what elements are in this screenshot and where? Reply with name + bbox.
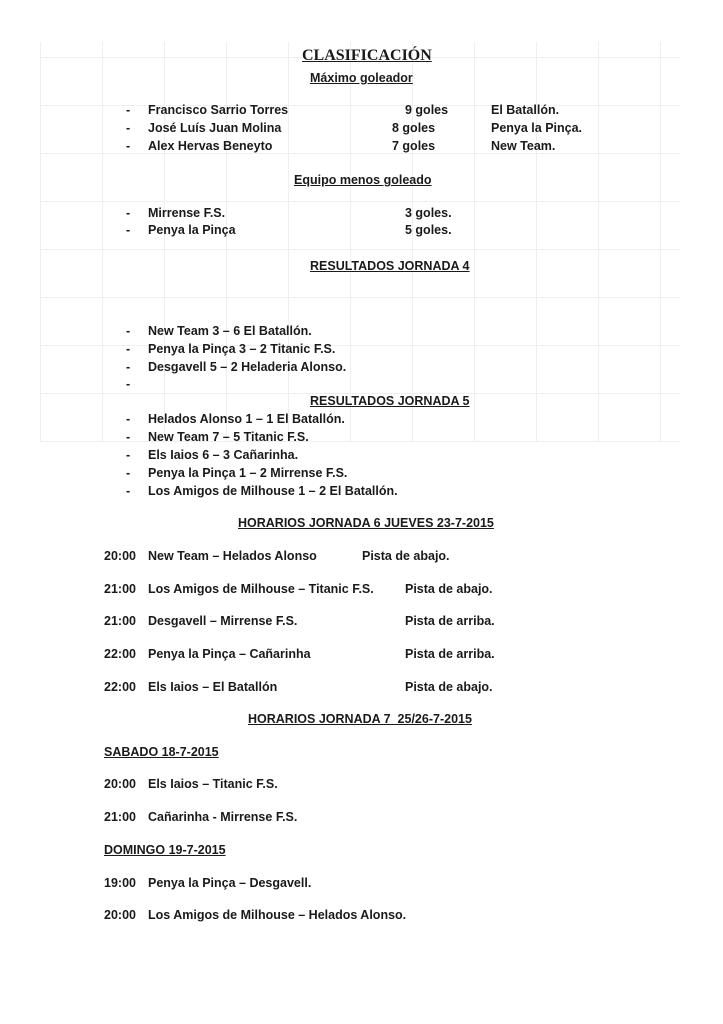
scorer-name: Alex Hervas Beneyto: [148, 139, 273, 153]
result-item: Penya la Pinça 3 – 2 Titanic F.S.: [148, 342, 336, 356]
bullet: -: [126, 360, 131, 374]
bullet: -: [126, 466, 131, 480]
match-time: 21:00: [104, 582, 136, 596]
match-pista: Pista de arriba.: [405, 614, 495, 628]
match-teams: Els Iaios – Titanic F.S.: [148, 777, 278, 791]
sabado-heading: SABADO 18-7-2015: [104, 745, 219, 759]
match-teams: Els Iaios – El Batallón: [148, 680, 278, 694]
bullet: -: [126, 206, 131, 220]
result-item: Els Iaios 6 – 3 Cañarinha.: [148, 448, 299, 462]
match-teams: Cañarinha - Mirrense F.S.: [148, 810, 298, 824]
bullet: -: [126, 139, 131, 153]
result-item: Penya la Pinça 1 – 2 Mirrense F.S.: [148, 466, 348, 480]
match-pista: Pista de abajo.: [405, 582, 493, 596]
bullet: -: [126, 342, 131, 356]
scorer-team: New Team.: [491, 139, 556, 153]
scorer-name: Francisco Sarrio Torres: [148, 103, 289, 117]
maximo-goleador-heading: Máximo goleador: [310, 71, 413, 85]
scorer-team: El Batallón.: [491, 103, 560, 117]
goals-against: 3 goles.: [405, 206, 452, 220]
team-name: Penya la Pinça: [148, 223, 236, 237]
match-time: 21:00: [104, 810, 136, 824]
match-teams: Los Amigos de Milhouse – Helados Alonso.: [148, 908, 407, 922]
bullet: -: [126, 448, 131, 462]
bullet: -: [126, 484, 131, 498]
match-pista: Pista de arriba.: [405, 647, 495, 661]
bullet: -: [126, 324, 131, 338]
scorer-goals: 9 goles: [405, 103, 449, 117]
bullet: -: [126, 430, 131, 444]
result-item: Helados Alonso 1 – 1 El Batallón.: [148, 412, 345, 426]
match-teams: Desgavell – Mirrense F.S.: [148, 614, 298, 628]
match-time: 22:00: [104, 680, 136, 694]
bullet: -: [126, 412, 131, 426]
result-item: Los Amigos de Milhouse 1 – 2 El Batallón.: [148, 484, 398, 498]
bullet: -: [126, 103, 131, 117]
bullet: -: [126, 121, 131, 135]
match-time: 20:00: [104, 777, 136, 791]
jornada5-heading: RESULTADOS JORNADA 5: [310, 394, 470, 408]
goals-against: 5 goles.: [405, 223, 452, 237]
match-pista: Pista de abajo.: [362, 549, 450, 563]
match-time: 19:00: [104, 876, 136, 890]
bleed-through-table: [40, 42, 680, 442]
horarios7-heading: HORARIOS JORNADA 7 25/26-7-2015: [248, 712, 472, 726]
match-teams: New Team – Helados Alonso: [148, 549, 317, 563]
bullet: -: [126, 377, 131, 391]
match-teams: Los Amigos de Milhouse – Titanic F.S.: [148, 582, 374, 596]
result-item: New Team 3 – 6 El Batallón.: [148, 324, 312, 338]
scorer-team: Penya la Pinça.: [491, 121, 583, 135]
page-title: CLASIFICACIÓN: [302, 47, 432, 64]
match-time: 20:00: [104, 908, 136, 922]
match-teams: Penya la Pinça – Desgavell.: [148, 876, 312, 890]
result-item: New Team 7 – 5 Titanic F.S.: [148, 430, 309, 444]
team-name: Mirrense F.S.: [148, 206, 226, 220]
match-time: 21:00: [104, 614, 136, 628]
scorer-name: José Luís Juan Molina: [148, 121, 282, 135]
match-pista: Pista de abajo.: [405, 680, 493, 694]
jornada4-heading: RESULTADOS JORNADA 4: [310, 259, 470, 273]
bullet: -: [126, 223, 131, 237]
result-item: Desgavell 5 – 2 Heladeria Alonso.: [148, 360, 347, 374]
match-time: 22:00: [104, 647, 136, 661]
match-time: 20:00: [104, 549, 136, 563]
scorer-goals: 7 goles: [392, 139, 436, 153]
domingo-heading: DOMINGO 19-7-2015: [104, 843, 226, 857]
match-teams: Penya la Pinça – Cañarinha: [148, 647, 311, 661]
menos-goleado-heading: Equipo menos goleado: [294, 173, 432, 187]
horarios6-heading: HORARIOS JORNADA 6 JUEVES 23-7-2015: [238, 516, 494, 530]
scorer-goals: 8 goles: [392, 121, 436, 135]
